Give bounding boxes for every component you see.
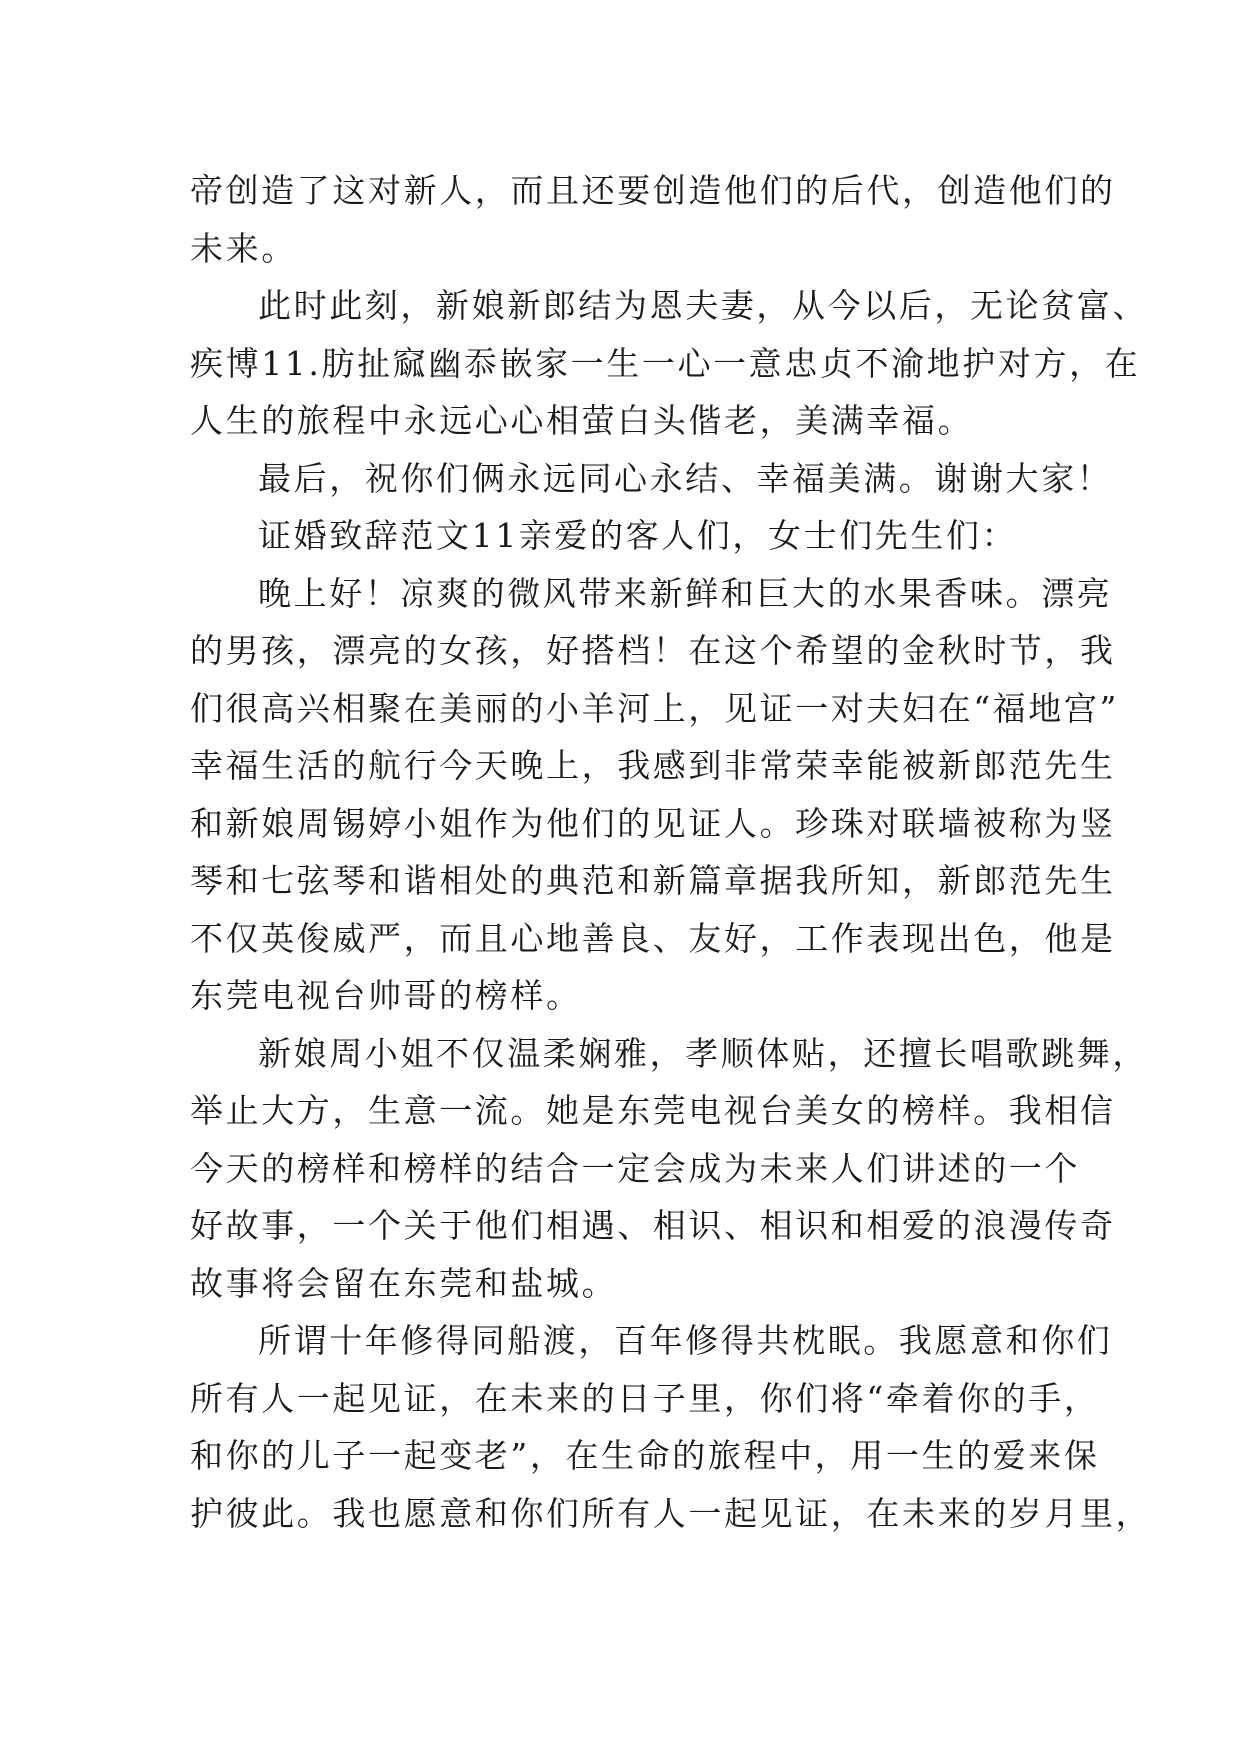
text-line: 人生的旅程中永远心心相萤白头偕老，美满幸福。 <box>190 401 974 440</box>
text-line: 疾博11.肪扯窳幽忝嵌家一生一心一意忠贞不渝地护对方，在 <box>190 343 1141 383</box>
text-line: 的男孩，漂亮的女孩，好搭档！在这个希望的金秋时节，我 <box>190 631 1116 670</box>
document-body <box>190 162 1152 1542</box>
text-line: 和你的儿子一起变老”，在生命的旅程中，用一生的爱来保 <box>190 1436 1100 1475</box>
text-line: 新娘周小姐不仅温柔娴雅，孝顺体贴，还擅长唱歌跳舞， <box>258 1033 1148 1073</box>
text-line: 幸福生活的航行今天晚上，我感到非常荣幸能被新郎范先生 <box>190 746 1116 785</box>
text-line: 晚上好！凉爽的微风带来新鲜和巨大的水果香味。漂亮 <box>258 573 1113 613</box>
text-line: 好故事，一个关于他们相遇、相识、相识和相爱的浪漫传奇 <box>190 1206 1116 1245</box>
text-line: 证婚致辞范文11亲爱的客人们，女士们先生们： <box>258 516 1018 555</box>
text-line: 故事将会留在东莞和盐城。 <box>190 1263 618 1303</box>
text-line: 们很高兴相聚在美丽的小羊河上，见证一对夫妇在“福地宫” <box>190 688 1119 728</box>
text-line: 琴和七弦琴和谐相处的典范和新篇章据我所知，新郎范先生 <box>190 861 1116 900</box>
text-line: 今天的榜样和榜样的结合一定会成为未来人们讲述的一个 <box>190 1148 1080 1188</box>
text-line: 未来。 <box>190 228 297 268</box>
text-line: 最后，祝你们俩永远同心永结、幸福美满。谢谢大家！ <box>258 458 1113 498</box>
text-line: 不仅英俊威严，而且心地善良、友好，工作表现出色，他是 <box>190 918 1116 958</box>
text-line: 帝创造了这对新人，而且还要创造他们的后代，创造他们的 <box>190 171 1116 210</box>
text-line: 护彼此。我也愿意和你们所有人一起见证，在未来的岁月里， <box>190 1493 1152 1533</box>
text-line: 此时此刻，新娘新郎结为恩夫妻，从今以后，无论贫富、 <box>258 286 1148 325</box>
text-line: 所有人一起见证，在未来的日子里，你们将“牵着你的手， <box>190 1378 1100 1418</box>
text-line: 举止大方，生意一流。她是东莞电视台美女的榜样。我相信 <box>190 1091 1116 1130</box>
text-line: 所谓十年修得同船渡，百年修得共枕眠。我愿意和你们 <box>258 1321 1113 1360</box>
text-line: 东莞电视台帅哥的榜样。 <box>190 976 582 1015</box>
text-line: 和新娘周锡婷小姐作为他们的见证人。珍珠对联墙被称为竖 <box>190 803 1116 843</box>
